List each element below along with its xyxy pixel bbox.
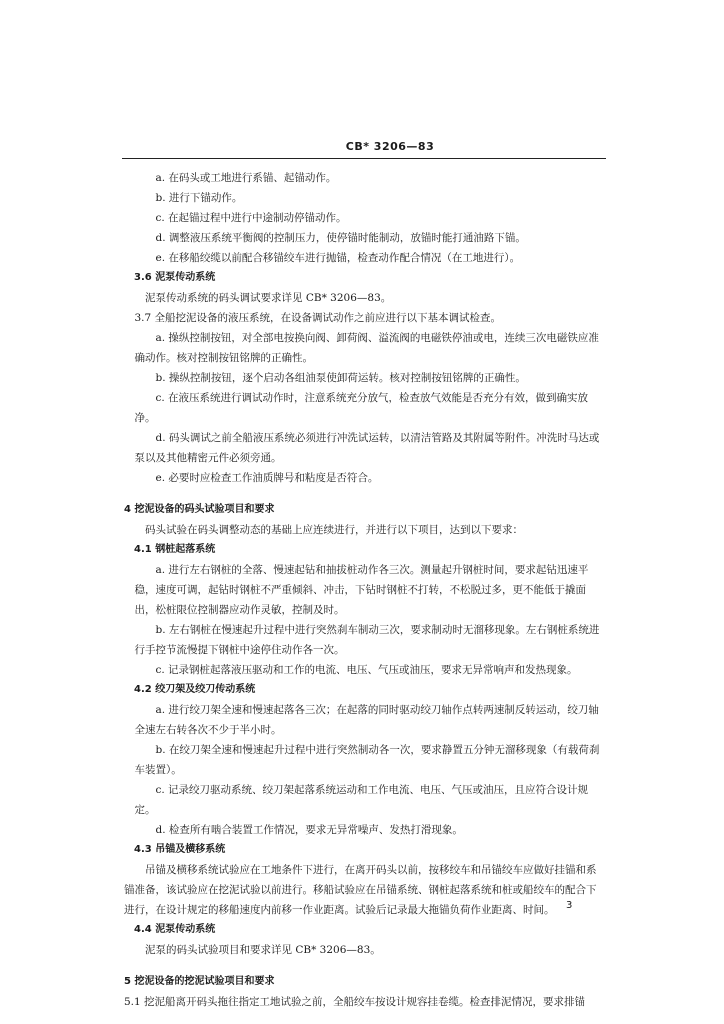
list-item: c. 在液压系统进行调试动作时，注意系统充分放气，检查放气效能是否充分有效，做到确实放净。 [134,392,589,424]
list-item: a. 操纵控制按钮，对全部电按换向阀、卸荷阀、溢流阀的电磁铁停油或电，连续三次电磁铁应准确动作。核对控制按钮铭牌的正确性。 [134,332,599,364]
clause-heading: 4.4 泥泵传动系统 [134,924,216,935]
page-number: 3 [566,900,573,911]
list-item: a. 在码头或工地进行系锚、起锚动作。 [155,172,337,184]
clause-paragraph: 5.1 挖泥船离开码头拖往指定工地试验之前，全船绞车按设计规容挂卷缆。检查排泥情况，要求排锚 [124,996,586,1008]
list-item: c. 在起锚过程中进行中途制动停锚动作。 [155,212,347,224]
list-item: e. 必要时应检查工作油质牌号和粘度是否符合。 [155,472,379,484]
paragraph: 泥泵传动系统的码头调试要求详见 CB* 3206—83。 [145,292,392,304]
paragraph: 泥泵的码头试验项目和要求详见 CB* 3206—83。 [145,944,381,956]
clause-heading: 4.1 钢桩起落系统 [134,544,216,555]
document-body [124,168,604,1012]
clause-heading: 3.6 泥泵传动系统 [134,272,216,283]
list-item: a. 进行绞刀架全速和慢速起落各三次；在起落的同时驱动绞刀轴作点转两速制反转运动，绞刀轴全速左右转各次不少于半小时。 [134,704,599,736]
list-item: b. 在绞刀架全速和慢速起升过程中进行突然制动各一次，要求静置五分钟无溜移现象（有载荷刹车装置）。 [134,744,600,776]
list-item: b. 进行下锚动作。 [155,192,243,204]
header-rule [122,158,606,159]
list-item: d. 码头调试之前全船液压系统必须进行冲洗试运转，以清洁管路及其附属等附件。冲洗时马达或泵以及其他精密元件必须旁通。 [134,432,600,464]
standard-code-header: CB* 3206—83 [345,140,435,153]
list-item: c. 记录绞刀驱动系统、绞刀架起落系统运动和工作电流、电压、气压或油压，且应符合设计规定。 [134,784,589,816]
list-item: b. 左右钢桩在慢速起升过程中进行突然刹车制动三次，要求制动时无溜移现象。左右钢桩系统进行手控节流慢提下钢桩中途停住动作各一次。 [134,624,600,656]
clause-paragraph: 3.7 全船挖泥设备的液压系统，在设备调试动作之前应进行以下基本调试检查。 [134,312,502,324]
clause-heading: 4.2 绞刀架及绞刀传动系统 [134,684,256,695]
clause-heading: 4.3 吊锚及横移系统 [134,844,226,855]
list-item: d. 调整液压系统平衡阀的控制压力，使停锚时能制动，放锚时能打通油路下锚。 [155,232,526,244]
list-item: e. 在移船绞缆以前配合移锚绞车进行抛锚，检查动作配合情况（在工地进行）。 [155,252,521,264]
list-item: c. 记录钢桩起落液压驱动和工作的电流、电压、气压或油压，要求无异常响声和发热现象。 [155,664,578,676]
list-item: a. 进行左右钢桩的全落、慢速起钻和抽拔桩动作各三次。测量起升钢桩时间，要求起钻迅速平稳，速度可调，起钻时钢桩不严重倾斜、冲击，下钻时钢桩不打转，不松脱过多，更不能低于撬面出，松桩限位控制器应动作灵敏，控制及时。 [134,564,589,616]
paragraph: 吊锚及横移系统试验应在工地条件下进行，在离开码头以前，按移绞车和吊锚绞车应做好挂锚和系锚准备，该试验应在挖泥试验以前进行。移船试验应在吊锚系统、钢桩起落系统和桩或船绞车的配合下进行，在设计规定的移船速度内前移一作业距离。试验后记录最大拖锚负荷作业距离、时间。 [124,864,597,916]
list-item: b. 操纵控制按钮，逐个启动各组油泵使卸荷运转。核对控制按钮铭牌的正确性。 [155,372,526,384]
section-heading: 5 挖泥设备的挖泥试验项目和要求 [124,976,275,987]
list-item: d. 检查所有啮合装置工作情况，要求无异常噪声、发热打滑现象。 [155,824,463,836]
section-heading: 4 挖泥设备的码头试验项目和要求 [124,504,275,515]
paragraph: 码头试验在码头调整动态的基础上应连续进行，并进行以下项目，达到以下要求： [145,524,523,536]
